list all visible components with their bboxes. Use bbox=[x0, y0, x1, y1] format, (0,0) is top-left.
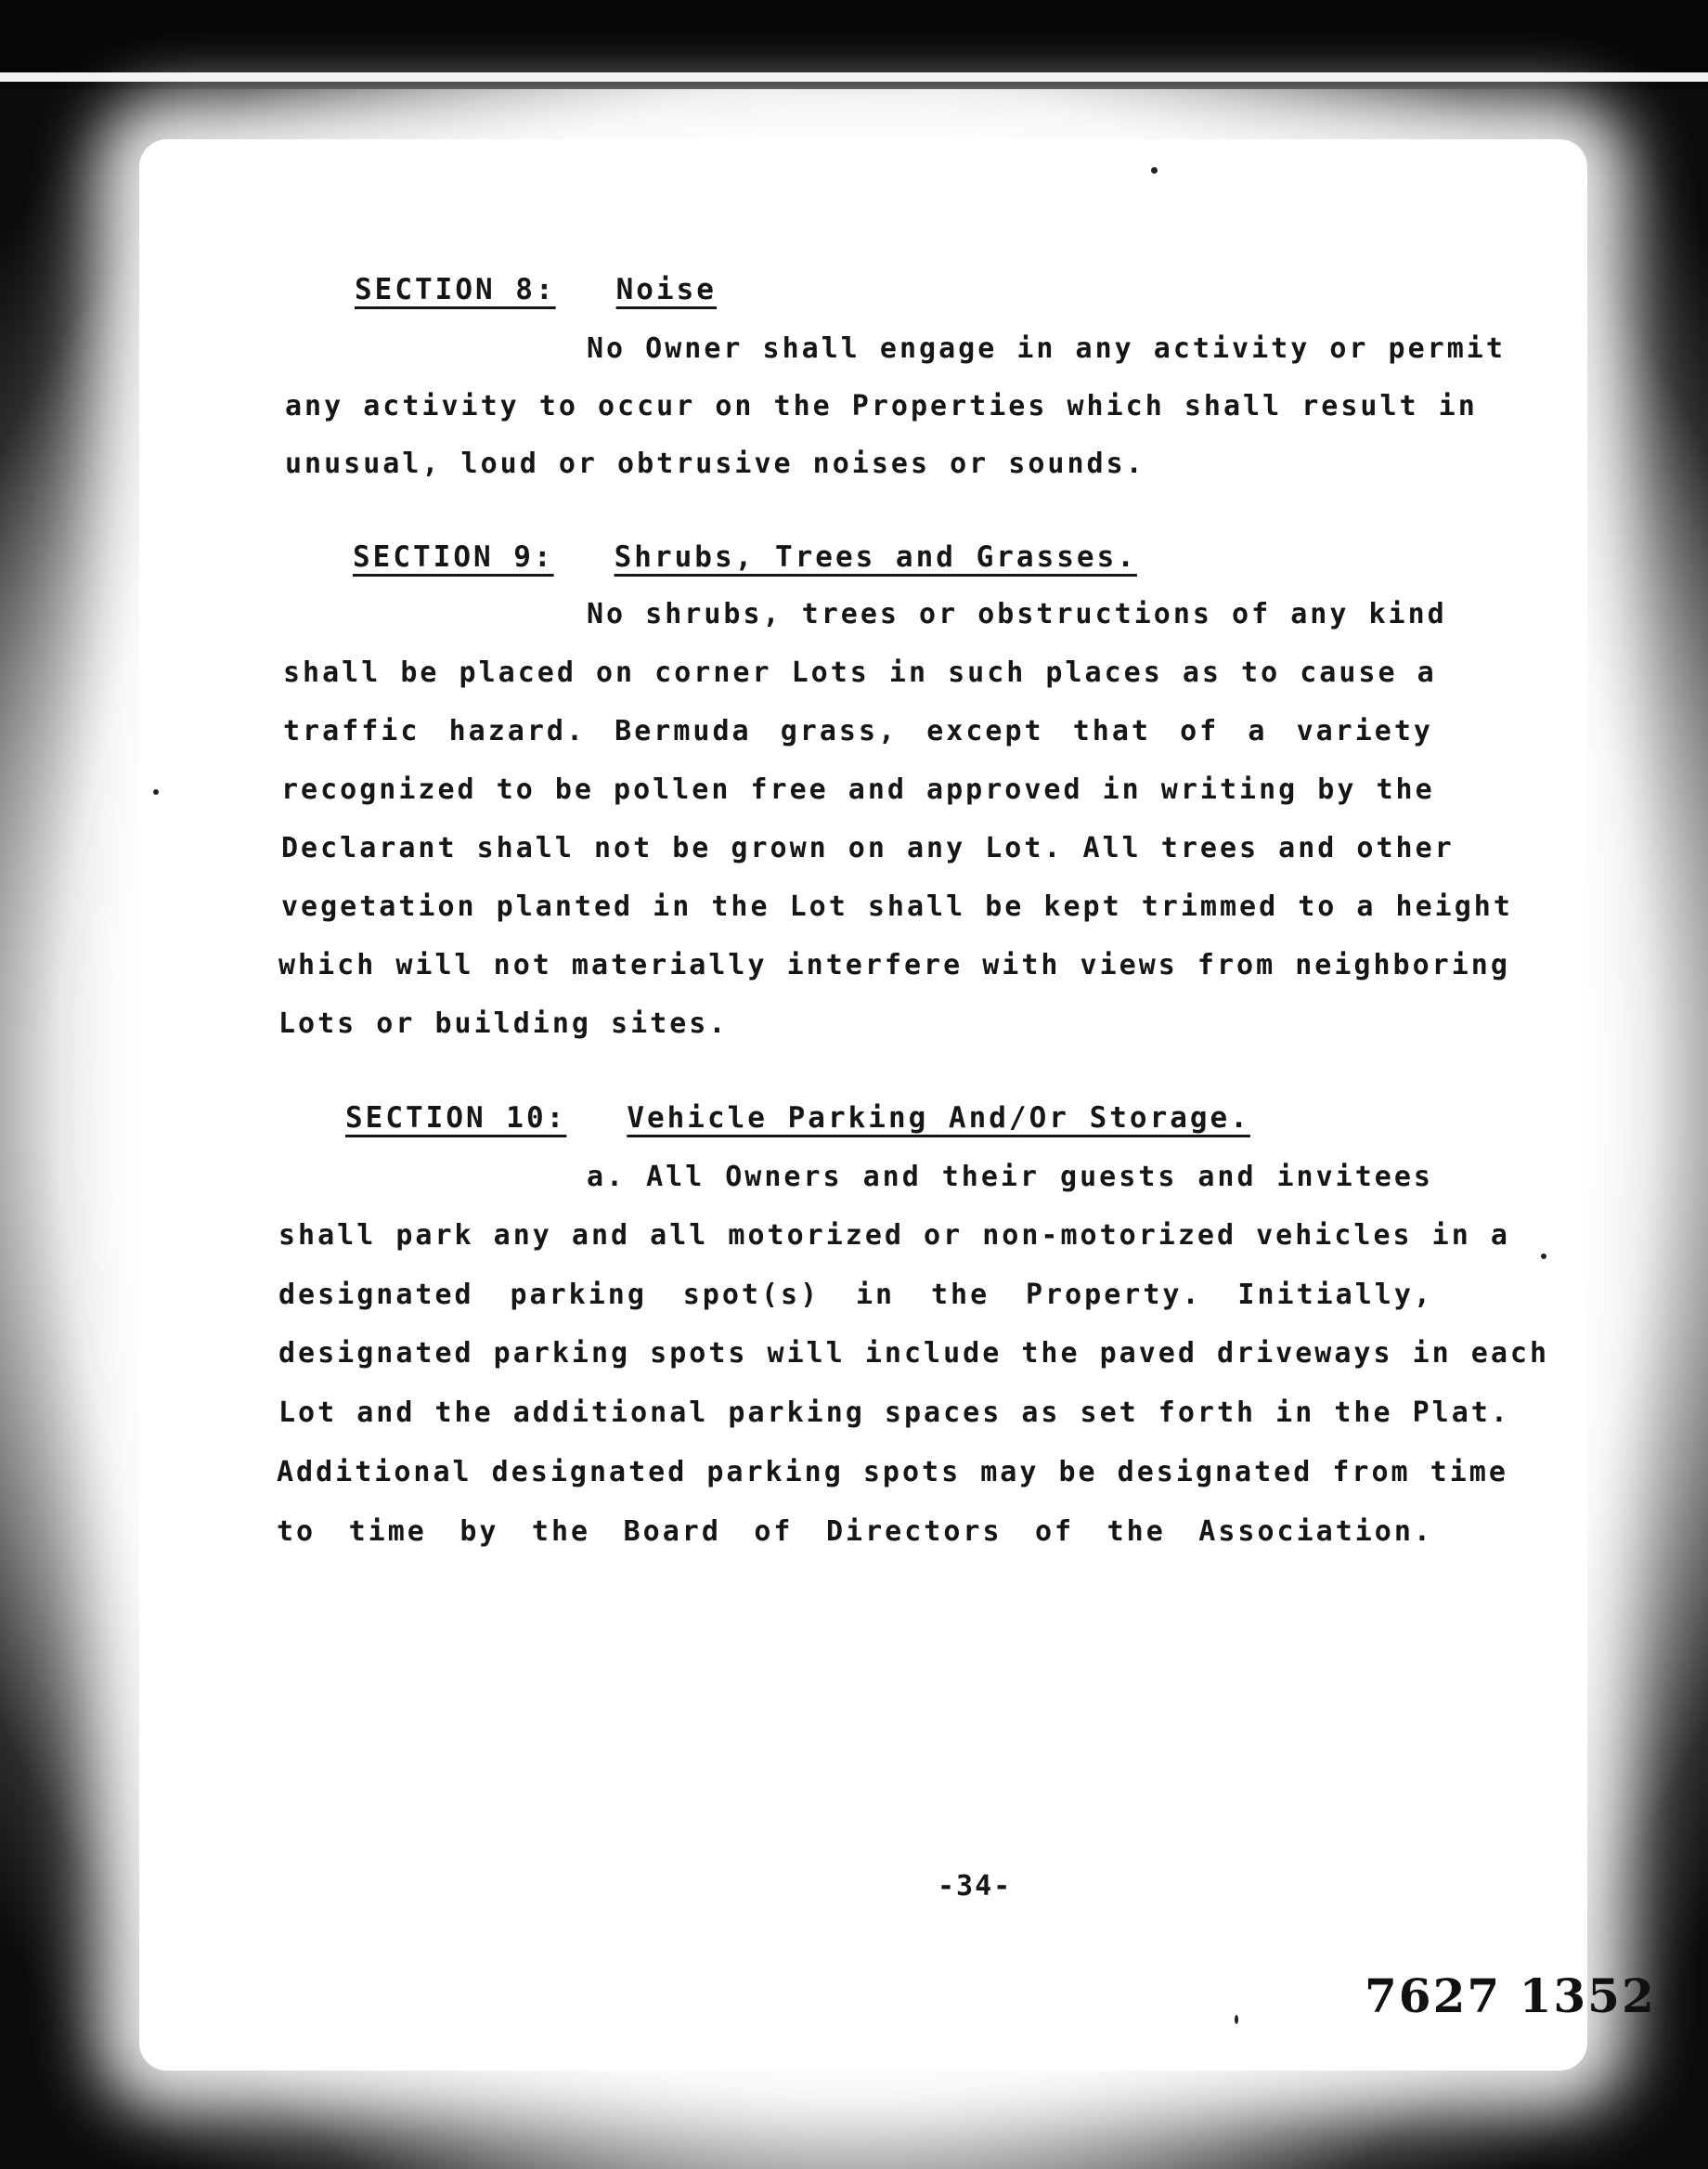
section-9-line: vegetation planted in the Lot shall be kept trimmed to a height bbox=[281, 890, 1513, 923]
section-8-label: SECTION 8: bbox=[355, 273, 556, 306]
section-8-line: any activity to occur on the Properties which shall result in bbox=[285, 390, 1478, 422]
section-9-label: SECTION 9: bbox=[353, 540, 554, 574]
section-9-line: shall be placed on corner Lots in such places as to cause a bbox=[283, 656, 1437, 689]
section-9-heading bbox=[353, 540, 1137, 574]
section-8-line: unusual, loud or obtrusive noises or sounds. bbox=[285, 448, 1145, 480]
section-8-heading bbox=[355, 273, 717, 306]
document-number: 7627 1352 bbox=[1365, 1968, 1656, 2023]
section-9-line: traffic hazard. Bermuda grass, except that of a variety bbox=[283, 715, 1433, 747]
section-8-line: No Owner shall engage in any activity or permit bbox=[587, 332, 1506, 365]
section-10-line: a. All Owners and their guests and invitees bbox=[587, 1161, 1433, 1193]
section-10-label: SECTION 10: bbox=[345, 1101, 567, 1135]
section-10-title: Vehicle Parking And/Or Storage. bbox=[627, 1101, 1250, 1135]
section-10-heading bbox=[345, 1101, 1250, 1135]
section-9-line: which will not materially interfere with views from neighboring bbox=[278, 949, 1510, 981]
page-number: -34- bbox=[938, 1870, 1013, 1903]
scan-speck bbox=[153, 789, 159, 795]
scan-speck bbox=[1235, 2015, 1238, 2024]
section-9-line: recognized to be pollen free and approved in writing by the bbox=[281, 773, 1435, 806]
section-10-line: Lot and the additional parking spaces as set forth in the Plat. bbox=[278, 1396, 1510, 1429]
section-10-line: to time by the Board of Directors of the Association. bbox=[277, 1515, 1433, 1548]
section-10-line: shall park any and all motorized or non-motorized vehicles in a bbox=[278, 1219, 1510, 1252]
top-scan-edge bbox=[0, 72, 1708, 82]
section-9-line: Lots or building sites. bbox=[278, 1007, 729, 1040]
section-10-line: designated parking spots will include the paved driveways in each bbox=[278, 1337, 1549, 1370]
section-10-line: designated parking spot(s) in the Property. Initially, bbox=[278, 1279, 1433, 1311]
section-10-line: Additional designated parking spots may be designated from time bbox=[277, 1456, 1508, 1488]
scan-speck bbox=[1151, 167, 1158, 174]
scan-speck bbox=[1541, 1253, 1546, 1259]
section-9-title: Shrubs, Trees and Grasses. bbox=[614, 540, 1137, 574]
section-9-line: Declarant shall not be grown on any Lot. All trees and other bbox=[281, 832, 1455, 864]
document-page bbox=[139, 139, 1656, 2071]
section-8-title: Noise bbox=[615, 273, 717, 306]
section-9-line: No shrubs, trees or obstructions of any kind bbox=[587, 598, 1447, 630]
